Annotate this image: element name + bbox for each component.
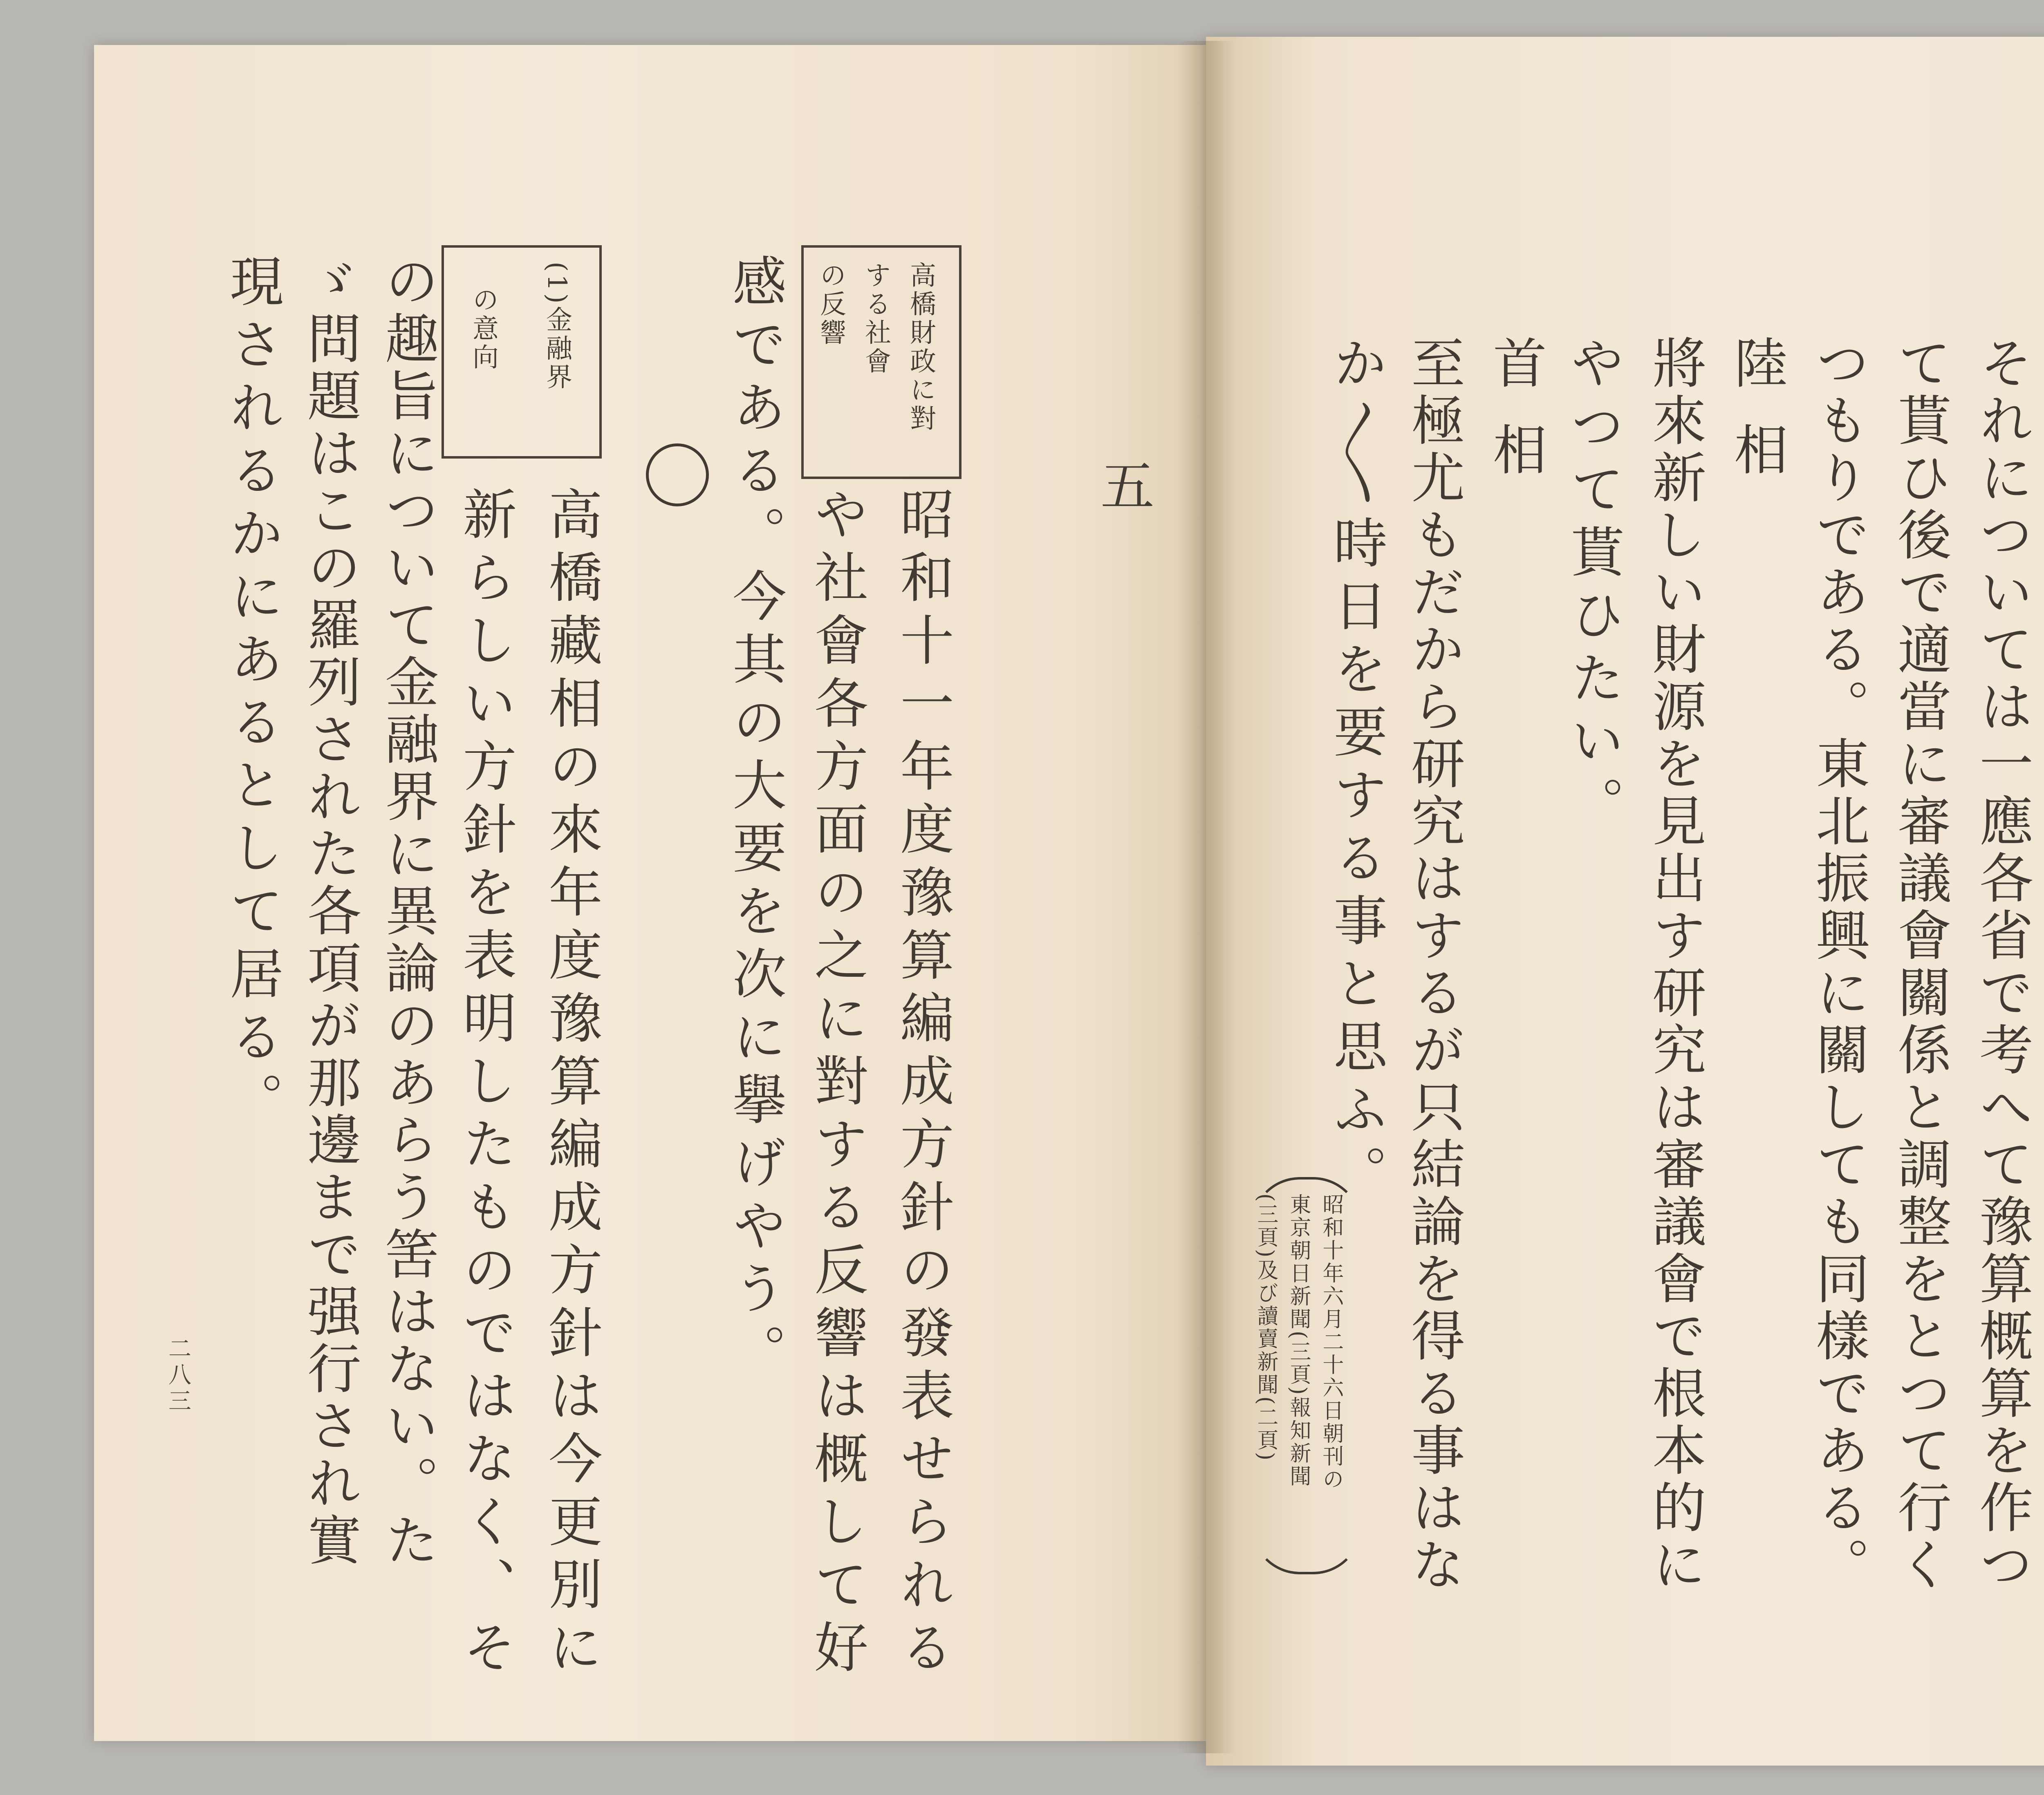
circle-mark	[646, 443, 709, 506]
right-line-8: やつて貰ひたい。	[1561, 335, 1624, 839]
body-line-6: の趣旨について金融界に異論のあらう筈はない。た	[376, 253, 439, 1569]
heading-box-1-line-1: 高橋財政に對	[905, 262, 936, 433]
heading-box-1-line-2: する社會	[861, 262, 891, 376]
body-line-2: や社會各方面の之に對する反響は概して好	[805, 486, 868, 1682]
right-line-9: 首相	[1484, 335, 1546, 508]
right-line-6: 陸相	[1725, 335, 1788, 508]
citation-line-2: 東京朝日新聞(三頁)報知新聞	[1286, 1193, 1311, 1488]
citation-line-1: 昭和十年六月二十六日朝刊の	[1319, 1193, 1343, 1491]
body-line-7: ゞ問題はこの羅列された各項が那邊まで强行され實	[298, 253, 361, 1569]
heading-box-2	[442, 245, 602, 459]
gutter	[1177, 41, 1235, 1753]
right-line-3: それについては一應各省で考へて豫算概算を作つ	[1970, 335, 2033, 1594]
section-number: 五	[1091, 458, 1154, 521]
citation-line-3: (三頁)及び讀賣新聞(二頁)	[1253, 1193, 1278, 1462]
body-line-3: 感である。今其の大要を次に擧げやう。	[723, 253, 786, 1386]
right-line-11: か〳〵時日を要する事と思ふ。	[1324, 335, 1387, 1207]
body-line-8: 現されるかにあるとして居る。	[220, 253, 283, 1135]
right-line-4: て貰ひ後で適當に審議會關係と調整をとつて行く	[1888, 335, 1951, 1594]
right-line-10: 至極尤もだから研究はするが只結論を得る事はな	[1402, 335, 1465, 1594]
heading-box-2-line-2: の意向	[468, 286, 498, 372]
body-line-5: 新らしい方針を表明したものではなく、そ	[453, 486, 516, 1682]
heading-box-2-line-1: (1)金融界	[542, 262, 572, 392]
page-number-left: 二八三	[165, 1336, 191, 1415]
body-line-1: 昭和十一年度豫算編成方針の發表せられる	[891, 486, 954, 1682]
body-line-4: 高橋藏相の來年度豫算編成方針は今更別に	[539, 486, 602, 1682]
right-line-7: 將來新しい財源を見出す研究は審議會で根本的に	[1643, 335, 1706, 1594]
right-line-5: つもりである。東北振興に關しても同樣である。	[1806, 335, 1869, 1594]
heading-box-1-line-3: の反響	[816, 262, 846, 347]
